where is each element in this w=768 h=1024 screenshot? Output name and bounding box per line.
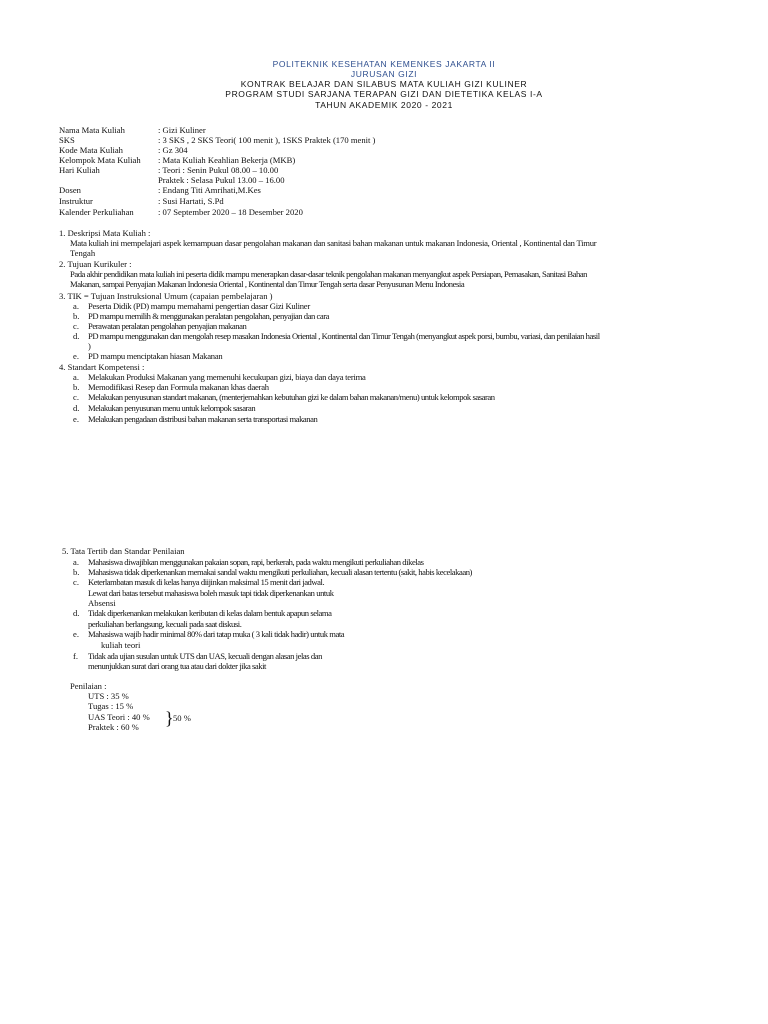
- grading-combined: 50 %: [173, 713, 191, 723]
- list-item: Memodifikasi Resep dan Formula makanan khas daerah: [88, 382, 269, 392]
- list-item: Lewat dari batas tersebut mahasiswa boleh masuk tapi tidak diperkenankan untuk: [88, 588, 334, 598]
- section-4-title: 4. Standart Kompetensi :: [59, 362, 145, 372]
- info-value: : 07 September 2020 – 18 Desember 2020: [158, 207, 303, 217]
- list-marker: e.: [73, 351, 79, 361]
- list-marker: a.: [73, 557, 79, 567]
- list-marker: d.: [73, 608, 80, 618]
- list-item: Melakukan penyusunan menu untuk kelompok sasaran: [88, 403, 256, 413]
- list-marker: f.: [73, 651, 79, 661]
- program-title: PROGRAM STUDI SARJANA TERAPAN GIZI DAN DIETETIKA KELAS I-A: [225, 89, 543, 99]
- list-item: Mahasiswa tidak diperkenankan memakai sandal waktu mengikuti perkuliahan, kecuali alasan tertentu (sakit, habis kecelakaan): [88, 567, 472, 577]
- section-1-title: 1. Deskripsi Mata Kuliah :: [59, 228, 151, 238]
- info-value: : Teori : Senin Pukul 08.00 – 10.00: [158, 165, 279, 175]
- brace-icon: }: [165, 708, 174, 728]
- info-value: : Susi Hartati, S.Pd: [158, 196, 224, 206]
- info-value: : 3 SKS , 2 SKS Teori( 100 menit ), 1SKS Praktek (170 menit ): [158, 135, 376, 145]
- institution-name: POLITEKNIK KESEHATAN KEMENKES JAKARTA II: [272, 59, 496, 69]
- info-value: : Gizi Kuliner: [158, 125, 206, 135]
- list-item: Perawatan peralatan pengolahan penyajian makanan: [88, 321, 247, 331]
- section-5-title: 5. Tata Tertib dan Standar Penilaian: [62, 546, 185, 556]
- list-item: PD mampu memilih & menggunakan peralatan pengolahan, penyajian dan cara: [88, 311, 330, 321]
- list-item: menunjukkan surat dari orang tua atau dari dokter jika sakit: [88, 661, 266, 671]
- department-name: JURUSAN GIZI: [350, 69, 418, 79]
- info-label: Kelompok Mata Kuliah: [59, 155, 141, 165]
- section-1-text: Tengah: [70, 248, 96, 258]
- info-label: Kode Mata Kuliah: [59, 145, 123, 155]
- list-marker: a.: [73, 372, 79, 382]
- info-label: Instruktur: [59, 196, 93, 206]
- info-value: : Gz 304: [158, 145, 188, 155]
- grading-uas: UAS Teori : 40 %: [88, 712, 150, 722]
- info-label: Kalender Perkuliahan: [59, 207, 134, 217]
- section-2-title: 2. Tujuan Kurikuler :: [59, 259, 132, 269]
- list-marker: e.: [73, 414, 79, 424]
- list-item: Peserta Didik (PD) mampu memahami pengertian dasar Gizi Kuliner: [88, 301, 310, 311]
- list-marker: c.: [73, 321, 79, 331]
- grading-uts: UTS : 35 %: [88, 691, 129, 701]
- info-label: SKS: [59, 135, 75, 145]
- list-marker: c.: [73, 392, 79, 402]
- list-marker: a.: [73, 301, 79, 311]
- grading-praktek: Praktek : 60 %: [88, 722, 139, 732]
- list-item: Melakukan pengadaan distribusi bahan makanan serta transportasi makanan: [88, 414, 318, 424]
- list-item: Mahasiswa diwajibkan menggunakan pakaian sopan, rapi, berkerah, pada waktu mengikuti perkuliahan dikelas: [88, 557, 424, 567]
- academic-year: TAHUN AKADEMIK 2020 - 2021: [315, 100, 453, 110]
- grading-tugas: Tugas : 15 %: [88, 701, 134, 711]
- info-value: : Endang Titi Amrihati,M.Kes: [158, 185, 261, 195]
- list-item: Melakukan Produksi Makanan yang memenuhi kecukupan gizi, biaya dan daya terima: [88, 372, 366, 382]
- list-item: Melakukan penyusunan standart makanan, (menterjemahkan kebutuhan gizi ke dalam bahan makanan/menu) untuk kelompok sasaran: [88, 392, 495, 402]
- section-1-text: Mata kuliah ini mempelajari aspek kemampuan dasar pengolahan makanan dan sanitasi bahan makanan untuk makanan Indonesia, Oriental , Kontinental dan Timur: [70, 238, 597, 248]
- info-label: Dosen: [59, 185, 81, 195]
- section-2-text: Makanan, sampai Penyajian Makanan Indonesia Oriental , Kontinental dan Timur Tengah serta dasar Penyusunan Menu Indonesia: [70, 279, 465, 289]
- list-item: kuliah teori: [101, 640, 141, 650]
- list-marker: d.: [73, 331, 80, 341]
- section-3-title: 3. TIK = Tujuan Instruksional Umum (capaian pembelajaran ): [59, 291, 273, 301]
- info-value: : Mata Kuliah Keahlian Bekerja (MKB): [158, 155, 296, 165]
- info-label: Hari Kuliah: [59, 165, 100, 175]
- list-item: ): [88, 341, 91, 351]
- list-item: PD mampu menciptakan hiasan Makanan: [88, 351, 223, 361]
- list-marker: d.: [73, 403, 80, 413]
- list-item: Absensi: [88, 598, 116, 608]
- grading-title: Penilaian :: [70, 681, 107, 691]
- list-marker: c.: [73, 577, 79, 587]
- info-value: Praktek : Selasa Pukul 13.00 – 16.00: [158, 175, 285, 185]
- list-item: Keterlambatan masuk di kelas hanya diijinkan maksimal 15 menit dari jadwal.: [88, 577, 325, 587]
- list-item: Tidak diperkenankan melakukan keributan di kelas dalam bentuk apapun selama: [88, 608, 332, 618]
- document-title: KONTRAK BELAJAR DAN SILABUS MATA KULIAH GIZI KULINER: [240, 79, 528, 89]
- list-marker: b.: [73, 382, 80, 392]
- list-item: Tidak ada ujian susulan untuk UTS dan UAS, kecuali dengan alasan jelas dan: [88, 651, 322, 661]
- info-label: Nama Mata Kuliah: [59, 125, 125, 135]
- section-2-text: Pada akhir pendidikan mata kuliah ini peserta didik mampu menerapkan dasar-dasar teknik pengolahan makanan menyangkut aspek Persiapan, Pemasakan, Sanitasi Bahan: [70, 269, 588, 279]
- list-marker: b.: [73, 311, 80, 321]
- list-marker: b.: [73, 567, 80, 577]
- list-marker: e.: [73, 629, 79, 639]
- list-item: PD mampu menggunakan dan mengolah resep masakan Indonesia Oriental , Kontinental dan Timur Tengah (menyangkut aspek porsi, bumbu, variasi, dan penilaian hasil: [88, 331, 600, 341]
- list-item: perkuliahan berlangsung, kecuali pada saat diskusi.: [88, 619, 242, 629]
- list-item: Mahasiswa wajib hadir minimal 80% dari tatap muka ( 3 kali tidak hadir) untuk mata: [88, 629, 345, 639]
